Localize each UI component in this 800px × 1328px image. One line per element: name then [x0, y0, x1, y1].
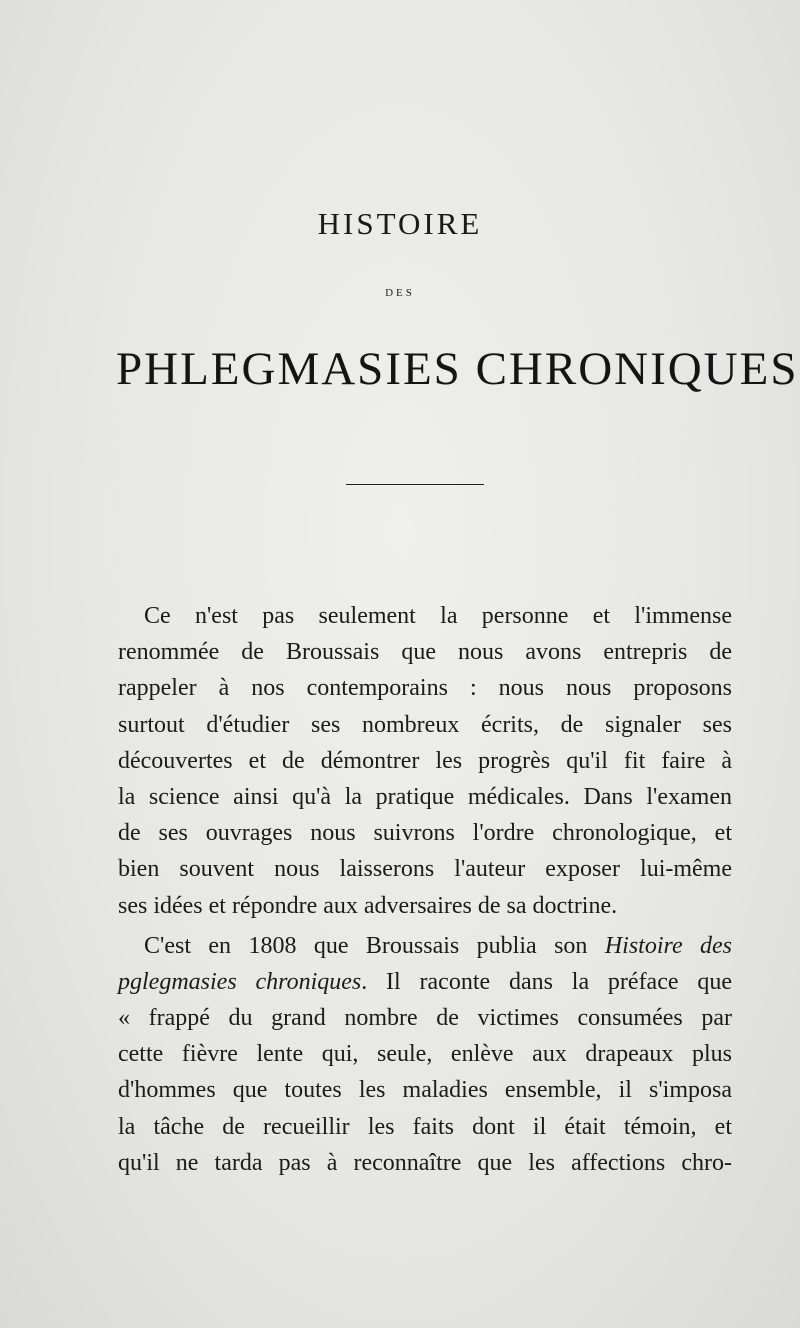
text-line: découvertes et de démontrer les progrès qu'il fit faire à — [118, 747, 732, 774]
title-divider-rule — [346, 484, 484, 485]
text-line: surtout d'étudier ses nombreux écrits, de signaler ses — [118, 711, 732, 738]
text-line: bien souvent nous laisserons l'auteur exposer lui-même — [118, 856, 732, 883]
text-line: la tâche de recueillir les faits dont il était témoin, et — [118, 1113, 732, 1140]
paragraph-2 — [118, 928, 732, 1181]
text-line: de ses ouvrages nous suivrons l'ordre chronologique, et — [118, 820, 732, 847]
body-text — [118, 598, 732, 1181]
book-title-italic: Histoire des — [604, 932, 732, 959]
text-line: qu'il ne tarda pas à reconnaître que les affections chro- — [118, 1149, 732, 1176]
heading-histoire: HISTOIRE — [317, 206, 483, 241]
book-title-italic: pglegmasies chroniques — [118, 968, 362, 995]
text-line: cette fièvre lente qui, seule, enlève aux drapeaux plus — [118, 1041, 732, 1068]
heading-des: DES — [385, 287, 415, 299]
text-line: d'hommes que toutes les maladies ensemble, il s'imposa — [118, 1077, 732, 1104]
paragraph-1 — [118, 598, 732, 924]
text-line: ses idées et répondre aux adversaires de sa doctrine. — [118, 892, 618, 919]
text-line: renommée de Broussais que nous avons entrepris de — [118, 639, 732, 666]
heading-main-title: PHLEGMASIES CHRONIQUES — [116, 343, 799, 395]
text-line: « frappé du grand nombre de victimes consumées par — [118, 1005, 732, 1032]
text-line: Ce n'est pas seulement la personne et l'immense — [144, 603, 732, 629]
text-line — [118, 928, 732, 964]
text-segment: C'est en 1808 que Broussais publia son — [144, 932, 605, 959]
text-line: la science ainsi qu'à la pratique médicales. Dans l'examen — [118, 783, 732, 810]
text-line: rappeler à nos contemporains : nous nous proposons — [118, 675, 732, 702]
text-line — [118, 964, 732, 1000]
text-segment: . Il raconte dans la préface que — [361, 968, 732, 995]
